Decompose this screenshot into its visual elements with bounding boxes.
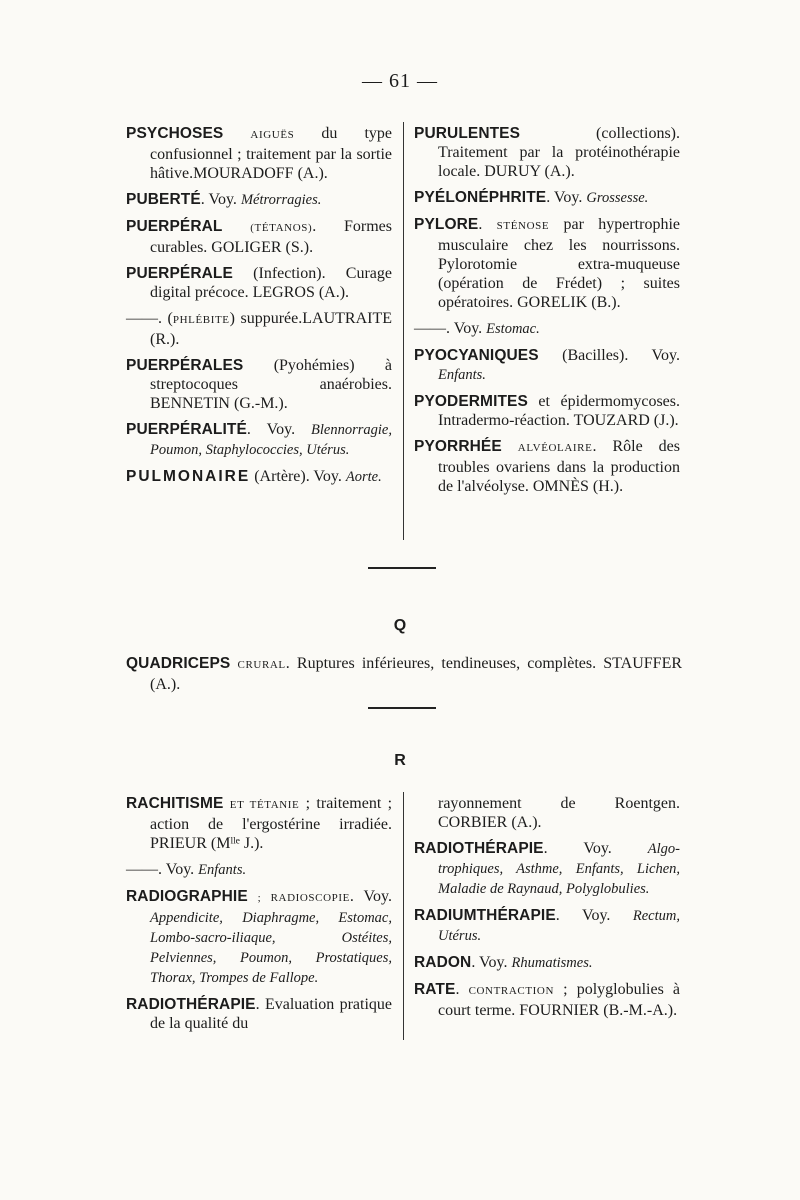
- entry-headword: PUBERTÉ: [126, 191, 201, 208]
- section-letter-q: Q: [393, 617, 407, 634]
- entry-headword: PYÉLONÉPHRITE: [414, 189, 547, 206]
- entry-headword: RADIOTHÉRAPIE: [126, 996, 256, 1013]
- index-entry: PUBERTÉ. Voy. Métrorragies.: [126, 191, 322, 208]
- section-p-left-column: [126, 124, 392, 494]
- continued-entry-text: rayonnement de Roentgen. CORBIER (A.).: [438, 795, 680, 831]
- index-entry: ——. Voy. Estomac.: [414, 320, 540, 337]
- section-separator-rule: [368, 567, 436, 569]
- section-letter-r: R: [394, 752, 406, 769]
- entry-headword: RADON: [414, 954, 472, 971]
- index-entry: RADIUMTHÉRAPIE. Voy. Rectum, Utérus.: [414, 907, 680, 944]
- index-entry: RADIOTHÉRAPIE. Voy. Algo-trophiques, Asthme, Enfants, Lichen, Maladie de Raynaud, Polyglobulies.: [414, 840, 680, 897]
- entry-headword: PYLORE: [414, 216, 479, 233]
- index-entry: PURULENTES (collections). Traitement par la protéinothérapie locale. DURUY (A.).: [414, 125, 680, 180]
- index-entry: PYLORE. STÉNOSE par hypertrophie musculaire chez les nourrissons. Pylorotomie extra-muqueuse (opération de Frédet) ; suites opératoires. GORELIK (B.).: [414, 216, 680, 311]
- index-entry: RACHITISME ET TÉTANIE ; traitement ; action de l'ergostérine irradiée. PRIEUR (Mˡˡᵉ J.).: [126, 795, 393, 852]
- index-entry: PYORRHÉE ALVÉOLAIRE. Rôle des troubles ovariens dans la production de l'alvéolyse. OMNÈS (H.).: [414, 438, 680, 495]
- index-entry: PSYCHOSES AIGUËS du type confusionnel ; traitement par la sortie hâtive.MOURADOFF (A.).: [126, 125, 392, 182]
- entry-dash: ——: [126, 861, 158, 878]
- entry-headword: RATE: [414, 981, 456, 998]
- entry-headword: PUERPÉRALE: [126, 265, 233, 282]
- index-entry: ——. (PHLÉBITE) suppurée.LAUTRAITE (R.).: [126, 310, 393, 348]
- section-r-right-column: [414, 794, 680, 1027]
- entry-headword: RADIUMTHÉRAPIE: [414, 907, 556, 924]
- index-entry: RADIOGRAPHIE ; RADIOSCOPIE. Voy. Appendicite, Diaphragme, Estomac, Lombo-sacro-iliaque, Ostéites, Pelviennes, Poumon, Prostatiques, Thorax, Trompes de Fallope.: [126, 888, 392, 986]
- index-entry: PUERPÉRALITÉ. Voy. Blennorragie, Poumon, Staphylococcies, Utérus.: [126, 421, 392, 458]
- entry-headword: RADIOGRAPHIE: [126, 888, 248, 905]
- entry-dash: ——: [414, 320, 446, 337]
- index-entry: PULMONAIRE (Artère). Voy. Aorte.: [126, 468, 382, 485]
- index-entry: PUERPÉRALES (Pyohémies) à streptocoques anaérobies. BENNETIN (G.-M.).: [126, 357, 392, 412]
- entry-headword: PYORRHÉE: [414, 438, 502, 455]
- entry-headword: PULMONAIRE: [126, 468, 251, 485]
- entry-headword: PUERPÉRAL: [126, 218, 223, 235]
- entry-headword: PUERPÉRALES: [126, 357, 244, 374]
- index-entry: PYOCYANIQUES (Bacilles). Voy. Enfants.: [414, 347, 680, 383]
- entry-headword: PYOCYANIQUES: [414, 347, 539, 364]
- entry-headword: RACHITISME: [126, 795, 224, 812]
- index-entry: PUERPÉRAL (TÉTANOS). Formes curables. GOLIGER (S.).: [126, 218, 393, 256]
- entry-headword: PSYCHOSES: [126, 125, 224, 142]
- index-entry: QUADRICEPS CRURAL. Ruptures inférieures, tendineuses, complètes. STAUFFER (A.).: [126, 655, 683, 693]
- index-entry: RADON. Voy. Rhumatismes.: [414, 954, 593, 971]
- column-divider: [403, 122, 404, 540]
- index-entry: ——. Voy. Enfants.: [126, 861, 247, 878]
- entry-headword: PYODERMITES: [414, 393, 528, 410]
- entry-headword: PUERPÉRALITÉ: [126, 421, 247, 438]
- index-entry: RATE. CONTRACTION ; polyglobulies à court terme. FOURNIER (B.-M.-A.).: [414, 981, 681, 1019]
- index-entry: PYODERMITES et épidermomycoses. Intradermo-réaction. TOUZARD (J.).: [414, 393, 680, 429]
- entry-headword: RADIOTHÉRAPIE: [414, 840, 544, 857]
- section-q-entry: [126, 654, 682, 701]
- index-entry: PUERPÉRALE (Infection). Curage digital précoce. LEGROS (A.).: [126, 265, 392, 301]
- index-entry: PYÉLONÉPHRITE. Voy. Grossesse.: [414, 189, 649, 206]
- section-p-right-column: [414, 124, 680, 503]
- index-entry: RADIOTHÉRAPIE. Evaluation pratique de la qualité du: [126, 996, 392, 1032]
- entry-headword: PURULENTES: [414, 125, 521, 142]
- section-separator-rule: [368, 707, 436, 709]
- column-divider: [403, 792, 404, 1040]
- section-r-left-column: [126, 794, 392, 1040]
- entry-headword: QUADRICEPS: [126, 655, 231, 672]
- entry-dash: ——: [126, 310, 158, 327]
- page-number: — 61 —: [362, 70, 438, 92]
